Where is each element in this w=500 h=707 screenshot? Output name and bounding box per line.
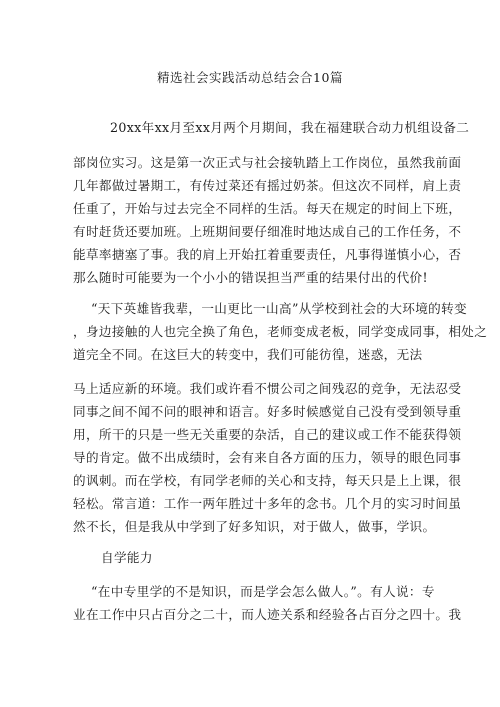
paragraph-line: 然不长，但是我从中学到了好多知识，对于做人，做事，学识。 [73,519,436,534]
paragraph-line: ，身边接触的人也完全换了角色，老师变成老板，同学变成同事，相处之 [73,324,488,339]
paragraph-line: 部岗位实习。这是第一次正式与社会接轨踏上工作岗位，虽然我前面 [73,155,462,170]
paragraph-line: “天下英雄皆我辈，一山更比一山高”从学校到社会的大环境的转变 [91,301,468,316]
paragraph-line: 轻松。常言道：工作一两年胜过十多年的念书。几个月的实习时间虽 [73,496,462,511]
document-title: 精选社会实践活动总结会合10篇 [157,70,343,85]
paragraph-line: 道完全不同。在这巨大的转变中，我们可能彷徨，迷惑，无法 [73,347,423,362]
paragraph-line: 导的肯定。做不出成绩时，会有来自各方面的压力，领导的眼色同事 [73,450,462,465]
paragraph-line: 那么随时可能要为一个小小的错误担当严重的结果付出的代价! [73,270,428,285]
paragraph-line: 业在工作中只占百分之二十，而人迹关系和经验各占百分之四十。我 [73,607,462,622]
paragraph-line: 任重了，开始与过去完全不同样的生活。每天在规定的时间上下班， [73,201,462,216]
paragraph-line: 马上适应新的环境。我们或许看不惯公司之间残忍的竞争，无法忍受 [73,381,462,396]
paragraph-line: 几年都做过暑期工，有传过菜还有摇过奶茶。但这次不同样，肩上责 [73,178,462,193]
paragraph-line: 有时赶货还要加班。上班期间要仔细准时地达成自己的工作任务，不 [73,224,462,239]
paragraph-line: “在中专里学的不是知识，而是学会怎么做人。”。有人说：专 [91,584,435,599]
paragraph-line: 20xx年xx月至xx月两个月期间，我在福建联合动力机组设备二 [110,120,470,135]
paragraph-line: 的讽刺。而在学校，有同学老师的关心和支持，每天只是上上课，很 [73,473,462,488]
paragraph-line: 同事之间不闻不问的眼神和语言。好多时候感觉自己没有受到领导重 [73,404,462,419]
paragraph-line: 用，所干的只是一些无关重要的杂活，自己的建议或工作不能获得领 [73,427,462,442]
section-heading: 自学能力 [101,550,153,565]
paragraph-line: 能草率搪塞了事。我的肩上开始扛着重要责任，凡事得谨慎小心，否 [73,247,462,262]
